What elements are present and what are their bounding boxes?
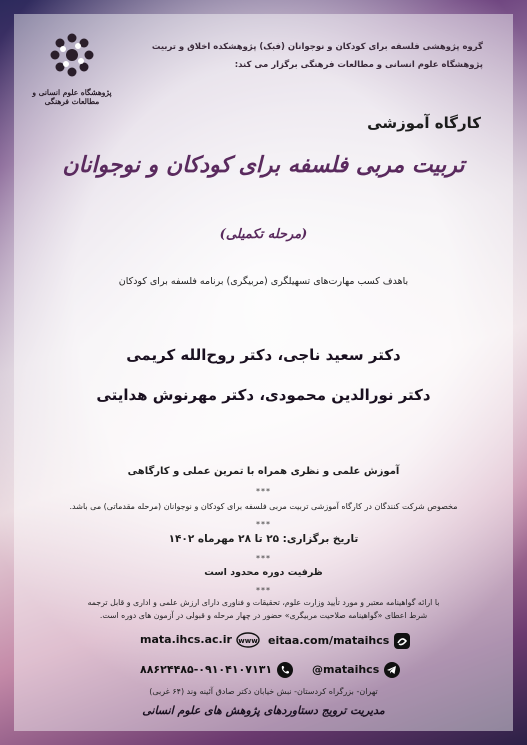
organizer-footer: مدیریت ترویج دستاوردهای پژوهش های علوم انسانی	[142, 704, 385, 717]
separator-stars-3: ***	[256, 554, 271, 563]
main-title: تربیت مربی فلسفه برای کودکان و نوجوانان	[62, 152, 465, 178]
phone-text[interactable]: ۸۸۶۲۴۴۸۵-۰۹۱۰۴۱۰۷۱۳۱	[140, 663, 273, 676]
website-text[interactable]: mata.ihcs.ac.ir	[140, 633, 232, 646]
eitaa-link[interactable]	[268, 632, 411, 650]
audience-line: مخصوص شرکت کنندگان در کارگاه آموزشی تربیت مربی فلسفه برای کودکان و نوجوانان (مرحله مقدماتی) می باشد.	[69, 502, 458, 511]
phone-contact[interactable]	[140, 661, 294, 679]
workshop-label: کارگاه آموزشی	[367, 114, 481, 132]
header-host-line: پژوهشگاه علوم انسانی و مطالعات فرهنگی برگزار می کند:	[234, 60, 483, 70]
certificate-line-1: با ارائه گواهینامه معتبر و مورد تأیید وزارت علوم، تحقیقات و فناوری دارای ارزش علمی و اداری و قابل ترجمه	[87, 598, 440, 607]
telegram-icon	[383, 661, 401, 679]
svg-text:www: www	[238, 637, 258, 645]
header-organizer-line: گروه پژوهشی فلسفه برای کودکان و نوجوانان (فبک) پژوهشکده اخلاق و تربیت	[151, 42, 483, 52]
eitaa-icon	[393, 632, 411, 650]
telegram-text[interactable]: @mataihcs	[312, 663, 380, 676]
www-globe-icon	[236, 632, 260, 648]
separator-stars-2: ***	[256, 520, 271, 529]
capacity-line: ظرفیت دوره محدود است	[204, 567, 323, 578]
website-link[interactable]	[140, 632, 260, 648]
address-line: تهران- بزرگراه کردستان- نبش خیابان دکتر صادق آئینه وند (۶۴ غربی)	[149, 687, 378, 696]
logo-caption: پژوهشگاه علوم انسانی و مطالعات فرهنگی	[32, 88, 112, 106]
certificate-line-2: شرط اعطای «گواهینامه صلاحیت مربیگری» حضور در چهار مرحله و قبولی در آزمون های دوره است.	[99, 611, 428, 620]
instructors-line-1: دکتر سعید ناجی، دکتر روح‌الله کریمی	[126, 346, 401, 364]
instructors-line-2: دکتر نورالدین محمودی، دکتر مهرنوش هدایتی	[96, 386, 431, 404]
institute-star-logo-icon	[30, 28, 114, 86]
telegram-link[interactable]	[312, 661, 401, 679]
separator-stars-4: ***	[256, 586, 271, 595]
phone-icon	[276, 661, 294, 679]
workshop-goal: باهدف کسب مهارت‌های تسهیلگری (مربیگری) برنامه فلسفه برای کودکان	[118, 276, 409, 287]
eitaa-text[interactable]: eitaa.com/mataihcs	[268, 634, 390, 647]
institute-logo	[30, 28, 114, 114]
separator-stars-1: ***	[256, 487, 271, 496]
date-line: تاریخ برگزاری: ۲۵ تا ۲۸ مهرماه ۱۴۰۲	[168, 533, 359, 545]
method-line: آموزش علمی و نظری همراه با تمرین عملی و کارگاهی	[127, 466, 400, 477]
stage-label: (مرحله تکمیلی)	[219, 227, 308, 242]
